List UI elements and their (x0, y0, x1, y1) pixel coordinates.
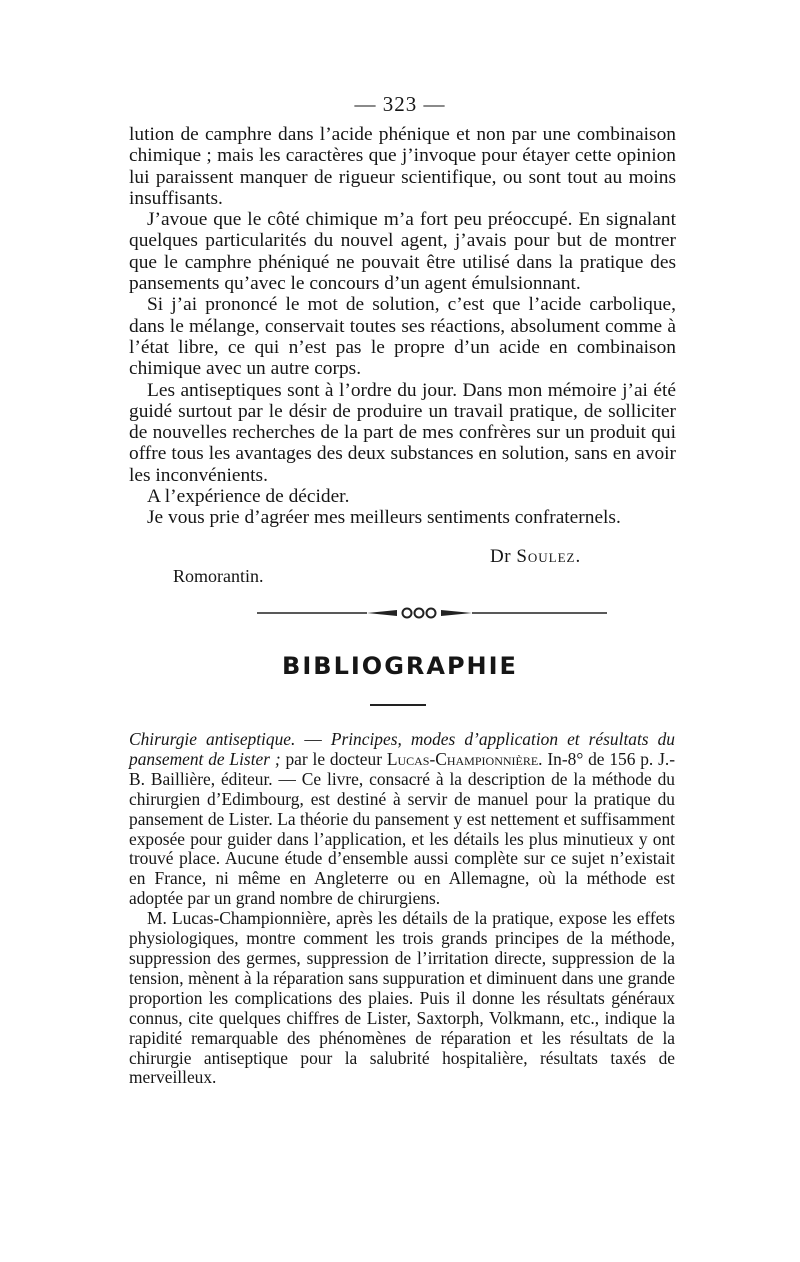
review-text: In-8° de 156 p. J.-B. Baillière, éditeur. — Ce livre, consacré à la description de la méthode du chirurgien d’Edimbourg, est destiné à servir de manuel pour la pratique du pansement de Lister. La théorie du pansement y est nettement et suffisamment exposée pour guider dans l’application, et les détails les plus minutieux y ont trouvé place. Aucune étude d’ensemble aussi complète sur ce sujet n’existait en France, ni même en Angleterre ou en Allemagne, où la méthode est adoptée par un grand nombre de chirurgiens. (129, 748, 676, 909)
bibliography-paragraph: M. Lucas-Championnière, après les détails de la pratique, expose les effets physiologiques, montre comment les trois grands principes de la méthode, suppression des germes, suppression de l’irritation directe, suppression de la tension, mènent à la réparation sans suppuration et diminuent dans une grande proportion les complications des plaies. Puis il donne les résultats généraux connus, cite quelques chiffres de Lister, Saxtorph, Volkmann, etc., indique la rapidité remarquable des phénomènes de réparation et les résultats de la chirurgie antiseptique pour la salubrité hospitalière, résultats taxés de merveilleux. (129, 908, 675, 1088)
page-number: — 323 — (354, 92, 446, 116)
place-name: Romorantin. (173, 566, 264, 586)
ornamental-divider (257, 606, 607, 620)
letter-paragraph: Si j’ai prononcé le mot de solution, c’est que l’acide carbolique, dans le mélange, conservait toutes ses réactions, absolument comme à l’état libre, ce qui n’est pas le propre d’un acide en combinaison chimique avec un autre corps. (129, 294, 676, 380)
bibliography-paragraph (129, 730, 675, 909)
by-text: par le docteur (280, 748, 387, 769)
title-underline (370, 704, 426, 706)
letter-paragraph: Je vous prie d’agréer mes meilleurs sentiments confraternels. (147, 507, 621, 529)
section-title: BIBLIOGRAPHIE (282, 652, 518, 680)
signature-name: Soulez. (516, 546, 582, 567)
letter-paragraph: Les antiseptiques sont à l’ordre du jour. Dans mon mémoire j’ai été guidé surtout par le désir de produire un travail pratique, de solliciter de nouvelles recherches de la part de mes confrères sur un produit qui offre tous les avantages des deux substances en solution, sans en avoir les inconvénients. (129, 379, 676, 486)
book-subtitle: Principes, modes d’application et résultats du pansement de Lister ; (129, 729, 675, 769)
bibliography-body (129, 730, 675, 1088)
author-name: Lucas-Championnière. (386, 748, 543, 769)
signature-title: Dr (490, 546, 512, 567)
book-title: Chirurgie antiseptique. (129, 729, 296, 749)
letter-paragraph: J’avoue que le côté chimique m’a fort peu préoccupé. En signalant quelques particularités du nouvel agent, j’avais pour but de montrer que le camphre phéniqué ne pouvait être utilisé dans la pratique des pansements qu’avec le concours d’un agent émulsionnant. (129, 209, 676, 295)
title-dash: — (295, 729, 331, 749)
signature (490, 546, 581, 568)
letter-paragraph: lution de camphre dans l’acide phénique et non par une combinaison chimique ; mais les caractères que j’invoque pour étayer cette opinion lui paraissent manquer de rigueur scientifique, ou sont tout au moins insuffisants. (129, 124, 676, 209)
letter-paragraph: A l’expérience de décider. (147, 486, 350, 508)
letter-body (129, 124, 676, 529)
